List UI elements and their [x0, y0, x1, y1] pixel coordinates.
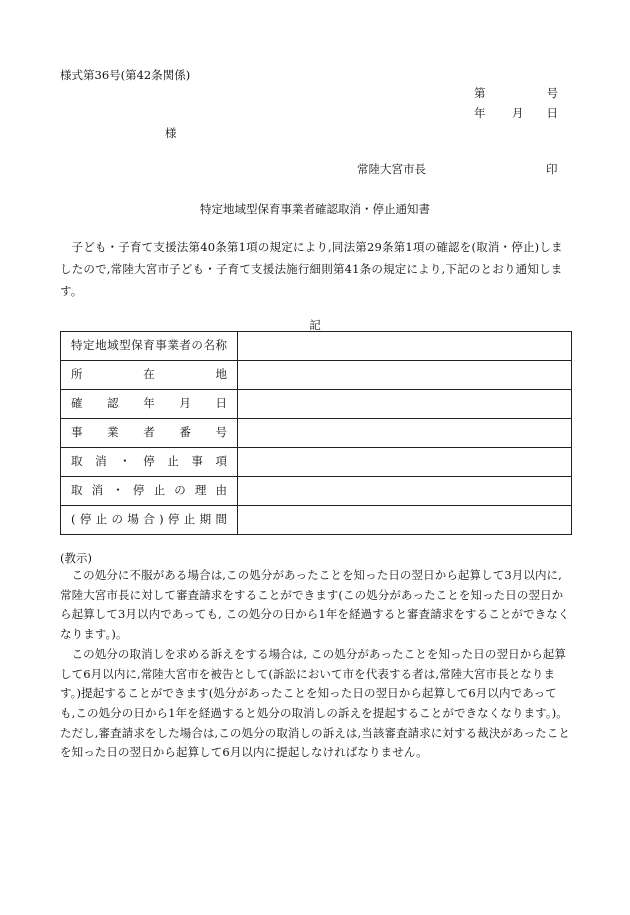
row-label: 特定地域型保育事業者の名称 — [61, 332, 238, 361]
body-paragraph: 子ども・子育て支援法第40条第1項の規定により,同法第29条第1項の確認を(取消・停止)しましたので,常陸大宮市子ども・子育て支援法施行細則第41条の規定により,下記のとおり通知します。 — [60, 240, 563, 298]
table-row — [61, 361, 572, 390]
row-value — [238, 332, 572, 361]
row-value — [238, 506, 572, 535]
instruction-heading: (教示) — [60, 551, 92, 565]
row-value — [238, 419, 572, 448]
row-label: 確認年月日 — [61, 390, 238, 419]
date-day: 日 — [546, 106, 558, 120]
issuer-name: 常陸大宮市長 — [357, 162, 426, 176]
row-label: (停止の場合)停止期間 — [61, 506, 238, 535]
row-label: 取消・停止事項 — [61, 448, 238, 477]
row-value — [238, 390, 572, 419]
table-row — [61, 332, 572, 361]
seal-mark: 印 — [546, 162, 558, 176]
form-number: 様式第36号(第42条関係) — [60, 68, 191, 82]
document-title: 特定地域型保育事業者確認取消・停止通知書 — [200, 202, 430, 216]
table-row — [61, 448, 572, 477]
addressee: 様 — [165, 126, 177, 140]
row-value — [238, 448, 572, 477]
date-month: 月 — [512, 106, 524, 120]
instruction-body — [60, 566, 572, 763]
table-row — [61, 477, 572, 506]
number-suffix: 号 — [546, 86, 558, 100]
table-row — [61, 390, 572, 419]
table-row — [61, 419, 572, 448]
row-label: 事業者番号 — [61, 419, 238, 448]
instruction-paragraph-lawsuit: この処分の取消しを求める訴えをする場合は, この処分があったことを知った日の翌日から起算して6月以内に,常陸大宮市を被告として(訴訟において市を代表する者は,常陸大宮市長となります。)提起することができます(処分があったことを知った日の翌日から起算して6月以内であっても,この処分の日から1年を経過すると処分の取消しの訴えを提起することができなくなります。)。ただし,審査請求をした場合は,この処分の取消しの訴えは,当該審査請求に対する裁決があったことを知った日の翌日から起算して6月以内に提起しなければなりません。 — [60, 646, 570, 760]
row-label: 所在地 — [61, 361, 238, 390]
row-label: 取消・停止の理由 — [61, 477, 238, 506]
number-prefix: 第 — [474, 86, 486, 100]
ki-label: 記 — [309, 318, 321, 332]
row-value — [238, 361, 572, 390]
details-table — [60, 331, 572, 535]
instruction-paragraph-review: この処分に不服がある場合は,この処分があったことを知った日の翌日から起算して3月以内に,常陸大宮市長に対して審査請求をすることができます(この処分があったことを知った日の翌日から起算して3月以内であっても, この処分の日から1年を経過すると審査請求をすることができなくなります。)。 — [60, 568, 570, 642]
row-value — [238, 477, 572, 506]
table-row — [61, 506, 572, 535]
date-year: 年 — [474, 106, 486, 120]
